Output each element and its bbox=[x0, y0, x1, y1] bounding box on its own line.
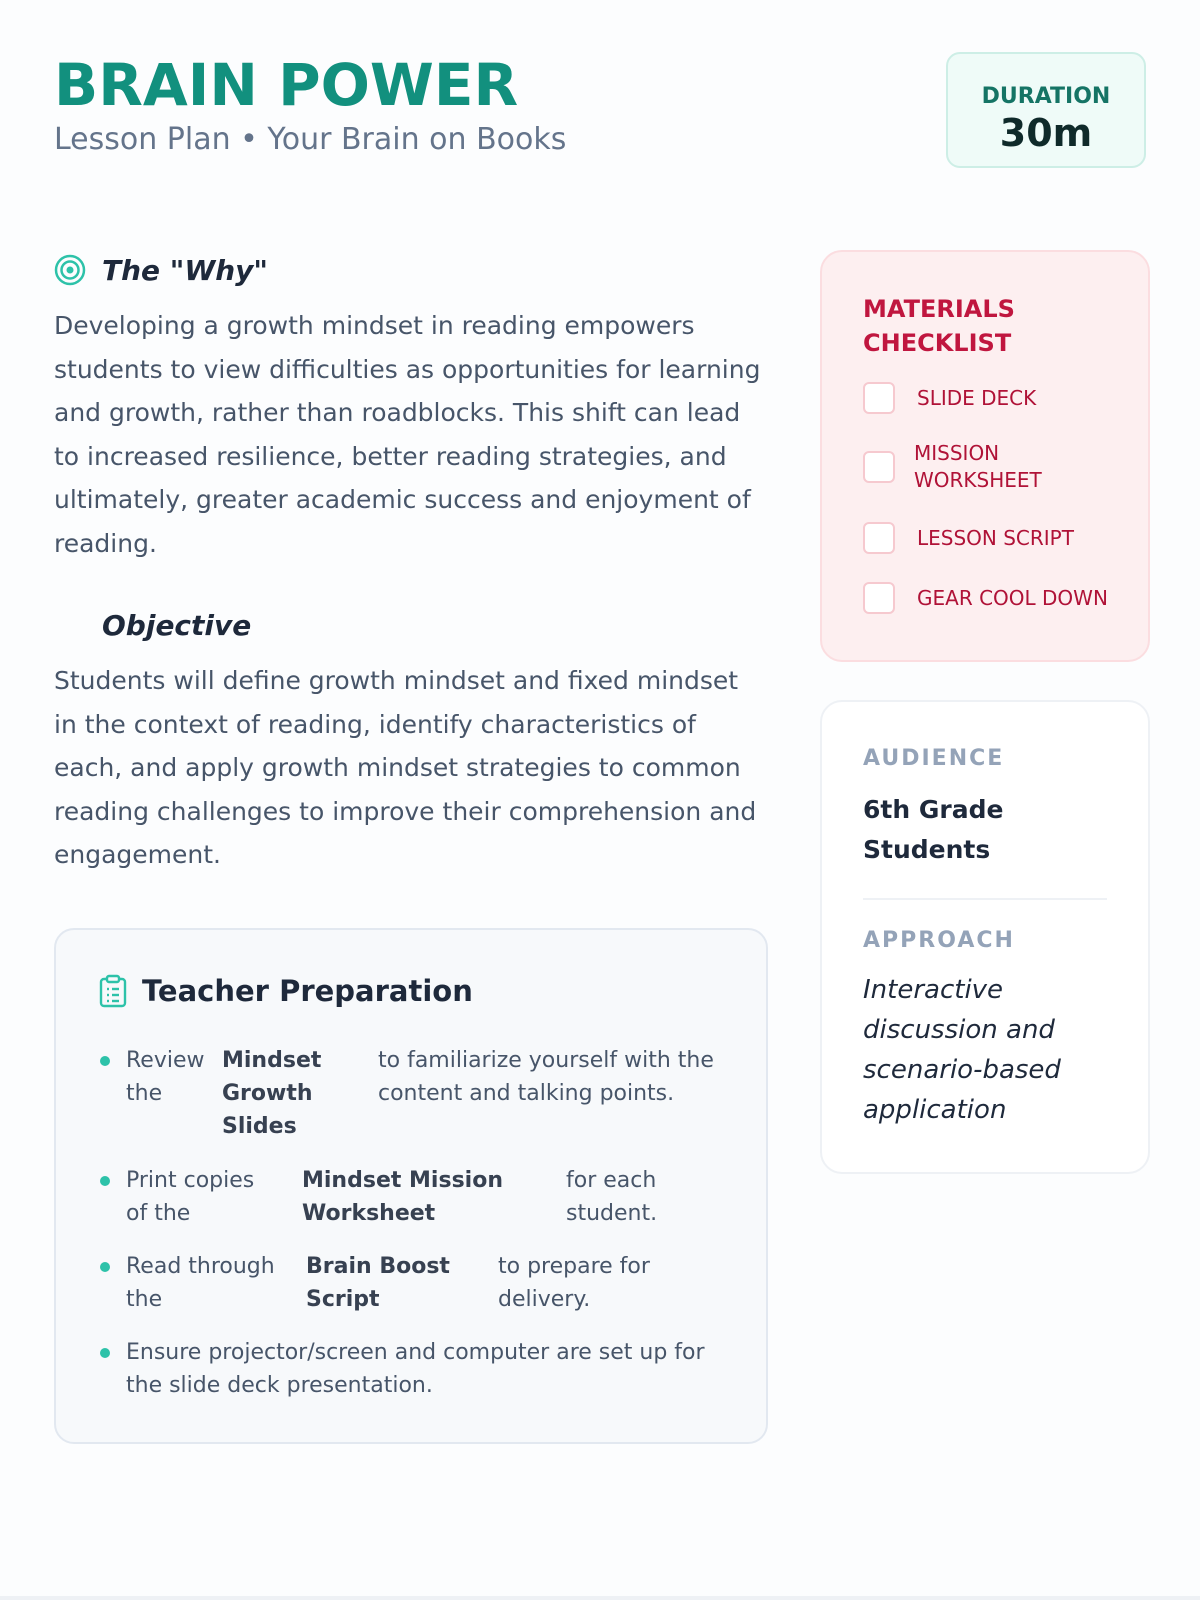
prep-item bbox=[100, 1164, 730, 1234]
lesson-header bbox=[54, 52, 1146, 202]
bullet-dot bbox=[100, 1176, 110, 1186]
materials-checklist-card bbox=[820, 250, 1150, 662]
duration-value: 30m bbox=[999, 111, 1093, 155]
lesson-info-card bbox=[820, 700, 1150, 1174]
page-subtitle: Lesson Plan • Your Brain on Books bbox=[54, 122, 567, 157]
prep-item bbox=[100, 1044, 730, 1144]
prep-item-resource: Mindset Growth Slides bbox=[222, 1048, 322, 1139]
duration-label: DURATION bbox=[981, 84, 1111, 109]
prep-item-text: for each student. bbox=[566, 1168, 658, 1226]
checklist-item[interactable] bbox=[863, 382, 1117, 414]
checklist-item-label: SLIDE DECK bbox=[917, 385, 1037, 410]
bullet-dot bbox=[100, 1056, 110, 1066]
prep-item-text: Ensure projector/screen and computer are set up for the slide deck presentation. bbox=[126, 1340, 705, 1398]
audience-value: 6th Grade Students bbox=[863, 795, 1004, 864]
checklist-item[interactable] bbox=[863, 522, 1117, 554]
prep-item-resource: Brain Boost Script bbox=[306, 1254, 450, 1312]
checklist-item[interactable] bbox=[863, 582, 1137, 614]
prep-item bbox=[100, 1336, 730, 1406]
audience-label: AUDIENCE bbox=[863, 746, 1005, 771]
checkbox[interactable] bbox=[863, 582, 895, 614]
checklist-item-label: MISSION WORKSHEET bbox=[914, 441, 1042, 492]
prep-item bbox=[100, 1250, 730, 1320]
approach-value: Interactive discussion and scenario-based application bbox=[863, 975, 1061, 1125]
bottom-edge bbox=[0, 1596, 1200, 1600]
prep-item-text: to prepare for delivery. bbox=[498, 1254, 650, 1312]
clipboard-icon bbox=[98, 974, 128, 1008]
why-heading bbox=[54, 250, 766, 290]
why-title: The "Why" bbox=[102, 253, 269, 287]
prep-item-text: Review the bbox=[126, 1048, 205, 1106]
main-content bbox=[54, 250, 766, 1398]
objective-title: Objective bbox=[102, 608, 252, 642]
checklist-item[interactable] bbox=[863, 440, 1054, 494]
approach-label: APPROACH bbox=[863, 928, 1015, 953]
prep-item-text: Read through the bbox=[126, 1254, 275, 1312]
prep-title: Teacher Preparation bbox=[142, 974, 473, 1008]
checkbox[interactable] bbox=[863, 522, 895, 554]
prep-item-text: Print copies of the bbox=[126, 1168, 255, 1226]
bullet-dot bbox=[100, 1348, 110, 1358]
checkbox[interactable] bbox=[863, 451, 895, 483]
prep-item-resource: Mindset Mission Worksheet bbox=[302, 1168, 503, 1226]
objective-text: Students will define growth mindset and fixed mindset in the context of reading, identify characteristics of each, and apply growth mindset strategies to common reading challenges to improve their comprehension and engagement. bbox=[54, 666, 757, 869]
prep-heading bbox=[98, 974, 473, 1008]
duration-card bbox=[946, 52, 1146, 168]
objective-heading bbox=[54, 605, 766, 645]
checklist-item-label: GEAR COOL DOWN bbox=[917, 585, 1108, 610]
teacher-preparation-card bbox=[54, 928, 768, 1444]
bullet-dot bbox=[100, 1262, 110, 1272]
why-text: Developing a growth mindset in reading empowers students to view difficulties as opportunities for learning and growth, rather than roadblocks. This shift can lead to increased resilience, better reading strategies, and ultimately, greater academic success and enjoyment of reading. bbox=[54, 311, 761, 558]
target-icon bbox=[54, 254, 86, 286]
checklist-item-label: LESSON SCRIPT bbox=[917, 525, 1074, 550]
divider bbox=[863, 898, 1107, 900]
prep-item-text: to familiarize yourself with the content and talking points. bbox=[378, 1048, 714, 1106]
page-title: BRAIN POWER bbox=[54, 51, 519, 119]
checkbox[interactable] bbox=[863, 382, 895, 414]
materials-title: MATERIALS CHECKLIST bbox=[863, 295, 1015, 357]
